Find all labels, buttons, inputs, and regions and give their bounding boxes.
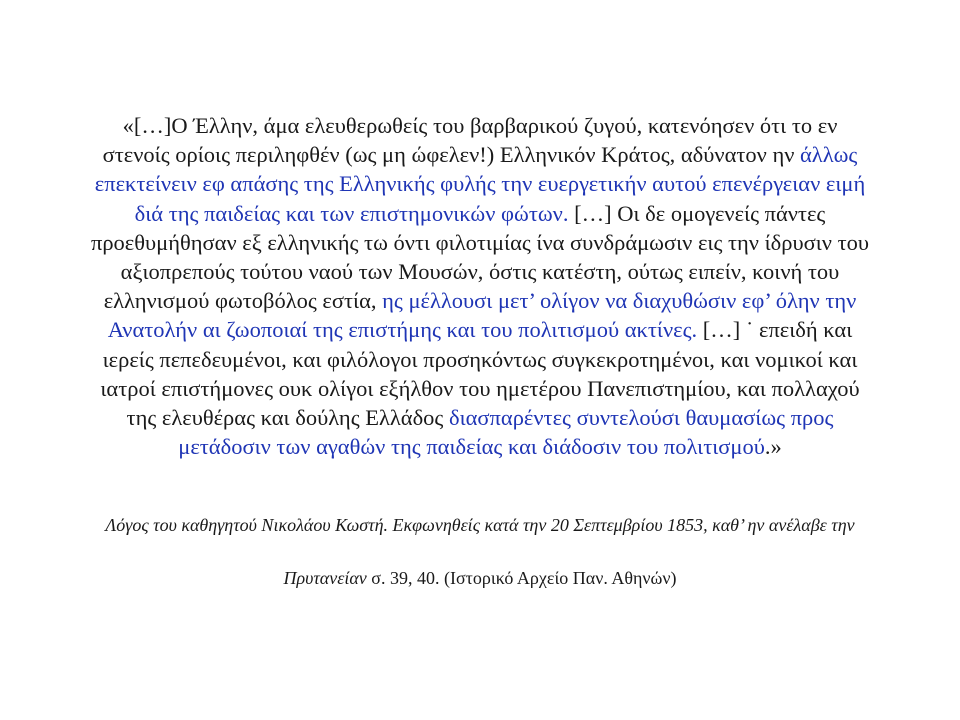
quote-line	[40, 140, 920, 169]
quote-line	[40, 169, 920, 198]
source-citation-line-1	[40, 515, 920, 536]
quote-line	[40, 228, 920, 257]
quote-plain-text: ελληνισμού φωτοβόλος εστία,	[103, 288, 383, 314]
quote-plain-text: […] Οι δε ομογενείς πάντες	[568, 200, 826, 226]
quote-highlighted-text: διασπαρέντες συντελούσι θαυμασίως προς	[448, 405, 834, 431]
quote-line	[40, 374, 920, 403]
quote-line	[40, 403, 920, 432]
quote-plain-text: ιερείς πεπεδευμένοι, και φιλόλογοι προσηκόντως συγκεκροτημένοι, και νομικοί και	[102, 346, 858, 372]
quote-line	[40, 111, 920, 140]
quote-plain-text: «[…]Ο Έλλην, άμα ελευθερωθείς του βαρβαρικού ζυγού, κατενόησεν ότι το εν	[122, 113, 838, 138]
source-speech-title: Λόγος του καθηγητού Νικολάου Κωστή. Εκφωνηθείς κατά την 20 Σεπτεμβρίου 1853, καθ’ ην ανέλαβε την	[105, 515, 855, 535]
quote-highlighted-text: διά της παιδείας και των επιστημονικών φώτων.	[134, 200, 569, 226]
quote-highlighted-text: Ανατολήν αι ζωοποιαί της επιστήμης και του πολιτισμού ακτίνες.	[107, 317, 698, 343]
quote-plain-text: ιατροί επιστήμονες ουκ ολίγοι εξήλθον του ημετέρου Πανεπιστημίου, και πολλαχού	[100, 375, 860, 401]
quote-line	[40, 286, 920, 315]
quote-line	[40, 432, 920, 461]
quote-highlighted-text: μετάδοσιν των αγαθών της παιδείας και διάδοσιν του πολιτισμού	[178, 434, 765, 460]
quote-line	[40, 315, 920, 344]
quote-plain-text: […] ˙ επειδή και	[697, 317, 853, 343]
quote-highlighted-text: άλλως	[800, 142, 858, 168]
quote-line	[40, 199, 920, 228]
quote-plain-text: προεθυμήθησαν εξ ελληνικής τω όντι φιλοτιμίας ίνα συνδράμωσιν εις την ίδρυσιν του	[90, 229, 870, 255]
quote-highlighted-text: ης μέλλουσι μετ’ ολίγον να διαχυθώσιν εφ’ όλην την	[382, 288, 857, 314]
source-citation-line-2	[40, 568, 920, 589]
quote-highlighted-text: επεκτείνειν εφ απάσης της Ελληνικής φυλής την ευεργετικήν αυτού επενέργειαν ειμή	[94, 171, 866, 197]
source-archive-reference: σ. 39, 40. (Ιστορικό Αρχείο Παν. Αθηνών)	[366, 568, 677, 588]
quote-plain-text: .»	[764, 434, 782, 460]
source-speech-title-end: Πρυτανείαν	[283, 568, 367, 588]
quote-line	[40, 257, 920, 286]
quote-plain-text: αξιοπρεπούς τούτου ναού των Μουσών, όστις κατέστη, ούτως ειπείν, κοινή του	[120, 259, 840, 285]
quote-plain-text: στενοίς ορίοις περιληφθέν (ως μη ώφελεν!) Ελληνικόν Κράτος, αδύνατον ην	[102, 142, 801, 168]
quote-plain-text: της ελευθέρας και δούλης Ελλάδος	[126, 405, 449, 431]
quote-text-block	[40, 111, 920, 461]
quote-line	[40, 345, 920, 374]
